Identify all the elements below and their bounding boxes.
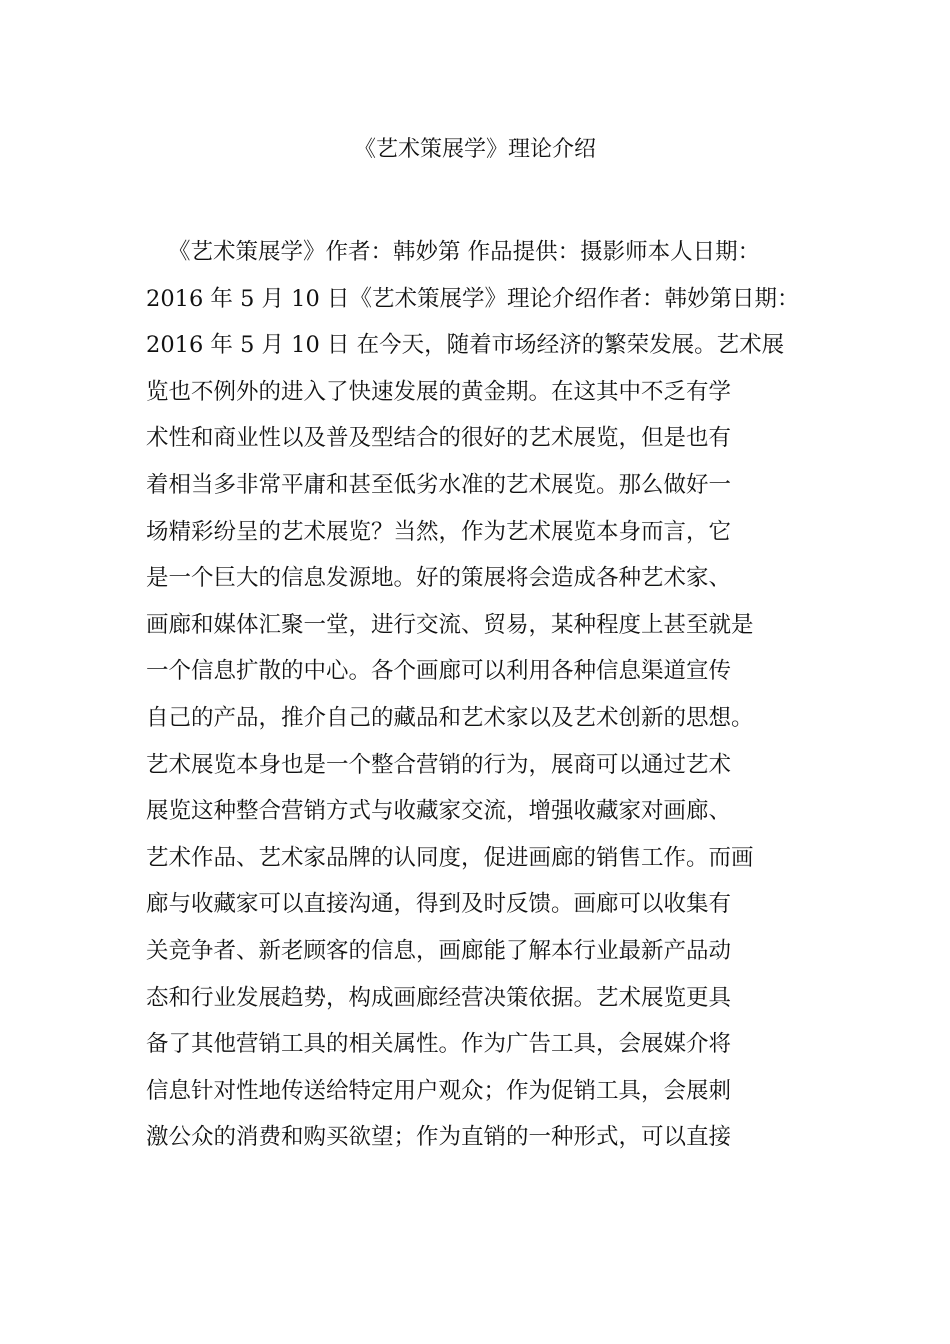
body-line-18: 备了其他营销工具的相关属性。作为广告工具，会展媒介将	[146, 1031, 732, 1058]
body-line-6: 着相当多非常平庸和甚至低劣水准的艺术展览。那么做好一	[146, 471, 732, 498]
body-line-9: 画廊和媒体汇聚一堂，进行交流、贸易，某种程度上甚至就是	[146, 611, 754, 638]
body-line-7: 场精彩纷呈的艺术展览？当然，作为艺术展览本身而言，它	[146, 518, 732, 545]
document-body	[146, 229, 816, 1161]
body-line-15: 廊与收藏家可以直接沟通，得到及时反馈。画廊可以收集有	[146, 891, 732, 918]
body-line-19: 信息针对性地传送给特定用户观众；作为促销工具，会展刺	[146, 1077, 732, 1104]
body-line-20: 激公众的消费和购买欲望；作为直销的一种形式，可以直接	[146, 1124, 732, 1151]
body-line-1: 《艺术策展学》作者：韩妙第 作品提供：摄影师本人日期：	[168, 239, 761, 265]
body-line-17: 态和行业发展趋势，构成画廊经营决策依据。艺术展览更具	[146, 984, 732, 1011]
body-line-4: 览也不例外的进入了快速发展的黄金期。在这其中不乏有学	[146, 378, 732, 405]
body-line-3: 2016 年 5 月 10 日 在今天，随着市场经济的繁荣发展。艺术展	[146, 332, 785, 359]
document-title: 《艺术策展学》理论介绍	[353, 137, 596, 162]
body-line-14: 艺术作品、艺术家品牌的认同度，促进画廊的销售工作。而画	[146, 844, 754, 871]
body-line-12: 艺术展览本身也是一个整合营销的行为，展商可以通过艺术	[146, 751, 732, 778]
body-line-10: 一个信息扩散的中心。各个画廊可以利用各种信息渠道宣传	[146, 658, 732, 685]
body-line-2: 2016 年 5 月 10 日《艺术策展学》理论介绍作者：韩妙第日期：	[146, 285, 800, 312]
body-line-13: 展览这种整合营销方式与收藏家交流，增强收藏家对画廊、	[146, 798, 732, 825]
body-line-5: 术性和商业性以及普及型结合的很好的艺术展览，但是也有	[146, 425, 732, 452]
body-line-8: 是一个巨大的信息发源地。好的策展将会造成各种艺术家、	[146, 565, 732, 592]
body-line-16: 关竞争者、新老顾客的信息，画廊能了解本行业最新产品动	[146, 937, 732, 964]
body-line-11: 自己的产品，推介自己的藏品和艺术家以及艺术创新的思想。	[146, 704, 754, 731]
